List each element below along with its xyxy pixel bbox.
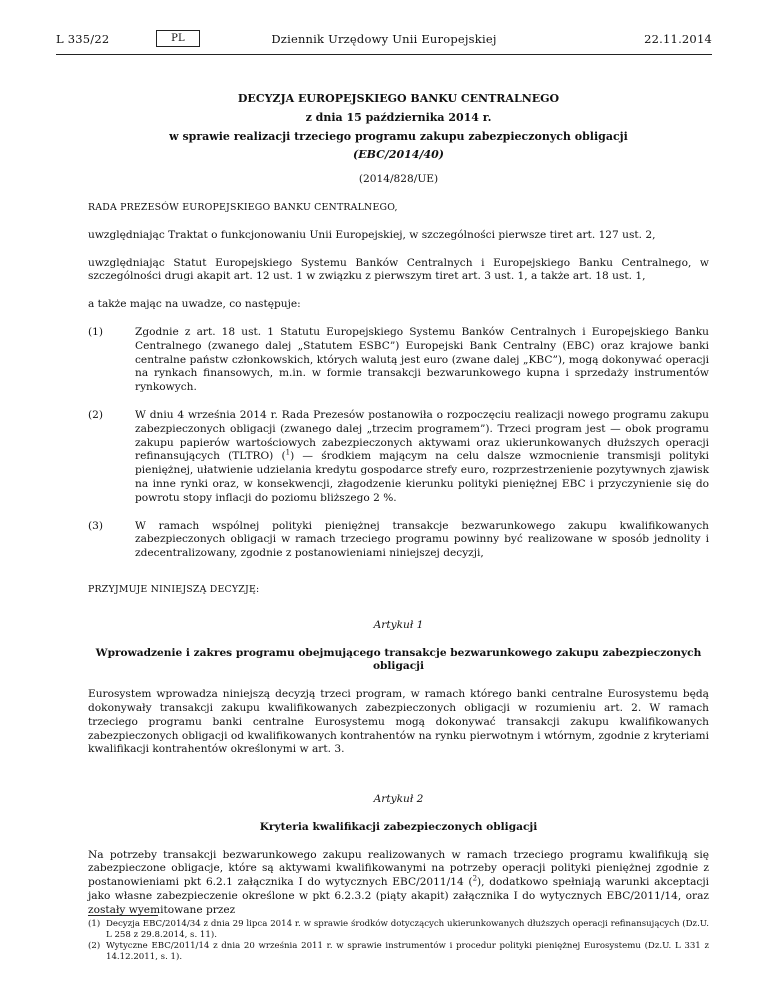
footnote-text: Wytyczne EBC/2011/14 z dnia 20 września 2011 r. w sprawie instrumentów i procedur polityki pieniężnej Eurosystemu (Dz.U. L 331 z 14.12.2011, s. 1). xyxy=(106,941,709,962)
journal-title: Dziennik Urzędowy Unii Europejskiej xyxy=(271,32,497,46)
footnote-ref[interactable]: 1 xyxy=(285,448,291,457)
decision-reference: (2014/828/UE) xyxy=(358,173,439,186)
adopting-formula: PRZYJMUJE NINIEJSZĄ DECYZJĘ: xyxy=(88,583,260,595)
article-2-label: Artykuł 2 xyxy=(373,793,424,806)
issuing-authority: RADA PREZESÓW EUROPEJSKIEGO BANKU CENTRALNEGO, xyxy=(88,201,398,213)
decision-title: DECYZJA EUROPEJSKIEGO BANKU CENTRALNEGO xyxy=(237,92,560,105)
article-2-heading: Kryteria kwalifikacji zabezpieczonych obligacji xyxy=(259,820,538,833)
language-box: PL xyxy=(156,30,200,47)
article-1-heading: Wprowadzenie i zakres programu obejmującego transakcje bezwarunkowego zakupu zabezpieczonych obligacji xyxy=(95,646,702,673)
footnote-number: (2) xyxy=(88,941,101,951)
publication-date: 22.11.2014 xyxy=(644,32,712,46)
article-1-text: Eurosystem wprowadza niniejszą decyzją trzeci program, w ramach którego banki centralne Eurosystemu będą dokonywały transakcji zakupu kwalifikowanych zabezpieczonych obligacji w rozumieniu art. 2. W ramach trzeciego programu banki centralne Eurosystemu mogą dokonywać transakcji zakupu kwalifikowanych zabezpieczonych obligacji od kwalifikowanych kontrahentów na rynku pierwotnym i wtórnym, zgodnie z kryteriami kwalifikacji kontrahentów określonymi w art. 3. xyxy=(88,688,709,756)
recital-3 xyxy=(88,520,709,561)
recital-text: W ramach wspólnej polityki pieniężnej transakcje bezwarunkowego zakupu kwalifikowanych zabezpieczonych obligacji w ramach trzeciego programu powinny być realizowane w sposób jednolity i zdecentralizowany, zgodnie z postanowieniami niniejszej decyzji, xyxy=(135,519,709,560)
footnote-2 xyxy=(88,941,709,963)
recital-number: (3) xyxy=(88,519,104,532)
decision-date: z dnia 15 października 2014 r. xyxy=(305,110,492,124)
footnote-text: Decyzja EBC/2014/34 z dnia 29 lipca 2014 r. w sprawie środków dotyczących ukierunkowanych dłuższych operacji refinansujących (Dz.U. L 258 z 29.8.2014, s. 11). xyxy=(106,919,709,940)
recital-number: (1) xyxy=(88,325,104,338)
recital-text: Zgodnie z art. 18 ust. 1 Statutu Europejskiego Systemu Banków Centralnych i Europejskiego Banku Centralnego (zwanego dalej „Statutem ESBC”) Europejski Bank Centralny (EBC) oraz krajowe banki centralne państw członkowskich, których walutą jest euro (zwane dalej „KBC”), mogą dokonywać operacji na rynkach finansowych, m.in. w formie transakcji bezwarunkowego kupna i sprzedaży instrumentów rynkowych. xyxy=(135,325,709,394)
decision-subject: w sprawie realizacji trzeciego programu zakupu zabezpieczonych obligacji xyxy=(169,129,628,143)
document-body xyxy=(88,92,709,918)
article-2-text: Na potrzeby transakcji bezwarunkowego zakupu realizowanych w ramach trzeciego programu kwalifikują się zabezpieczone obligacje, które są aktywami kwalifikowanymi na potrzeby operacji polityki pieniężnej zgodnie z postanowieniami pkt 6.2.1 załącznika I do wytycznych EBC/2011/14 ($^2$), dodatkowo spełniają warunki akceptacji jako własne zabezpieczenie określone w pkt 6.2.3.2 (piąty akapit) załącznika I do wytycznych EBC/2011/14, oraz zostały wyemitowane przez xyxy=(88,848,709,916)
decision-code: (EBC/2014/40) xyxy=(352,148,444,162)
footnote-ref[interactable]: 2 xyxy=(472,874,478,883)
footnote-number: (1) xyxy=(88,919,101,929)
recital-text: W dniu 4 września 2014 r. Rada Prezesów postanowiła o rozpoczęciu realizacji nowego programu zakupu zabezpieczonych obligacji (zwanego dalej „trzecim programem”). Trzeci program jest — obok programu zakupu papierów wartościowych zabezpieczonych aktywami oraz ukierunkowanych dłuższych operacji refinansujących (TLTRO) ( xyxy=(135,408,709,463)
footnote-rule xyxy=(88,915,158,916)
recital-1 xyxy=(88,326,709,395)
recital-text-cont: ) — środkiem mającym na celu dalsze wzmocnienie transmisji polityki pieniężnej, ułatwienie udzielania kredytu gospodarce strefy euro, rozprzestrzenienie pozytywnych zjawisk na inne rynki oraz, w konsekwencji, złagodzenie kierunku polityki pieniężnej EBC i przyczynienie się do powrotu stopy inflacji do poziomu bliższego 2 %. xyxy=(135,450,709,504)
whereas-intro: a także mając na uwadze, co następuje: xyxy=(88,298,301,311)
footnotes xyxy=(88,919,709,963)
footnote-1 xyxy=(88,919,709,941)
recital-number: (2) xyxy=(88,408,104,421)
citation-statute: uwzględniając Statut Europejskiego Systemu Banków Centralnych i Europejskiego Banku Centralnego, w szczególności drugi akapit art. 12 ust. 1 w związku z pierwszym tiret art. 3 ust. 1, a także art. 18 ust. 1, xyxy=(88,256,709,283)
header-rule xyxy=(56,54,712,55)
citation-treaty: uwzględniając Traktat o funkcjonowaniu Unii Europejskiej, w szczególności pierwsze tiret art. 127 ust. 2, xyxy=(88,228,656,241)
page-reference: L 335/22 xyxy=(56,32,110,46)
article-1-label: Artykuł 1 xyxy=(373,618,424,631)
recital-2 xyxy=(88,409,709,506)
page-header xyxy=(56,32,712,50)
